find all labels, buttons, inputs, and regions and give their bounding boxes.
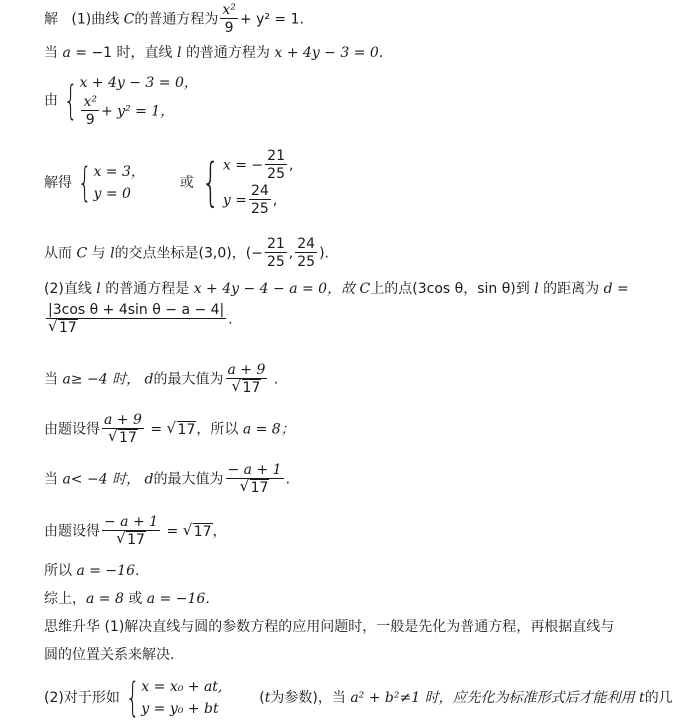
text: = [150, 421, 163, 438]
sqrt [167, 421, 197, 439]
text: 解得 [44, 175, 72, 191]
var-t: t [264, 690, 271, 706]
denominator [102, 428, 144, 447]
text: 上的点(3cos θ，sin θ)到 [370, 281, 530, 297]
text: 的最大值为 [153, 471, 224, 488]
numerator: 21 [267, 148, 285, 164]
var-l: l [110, 245, 115, 262]
radicand: 17 [242, 380, 261, 396]
var-l: l [177, 45, 182, 61]
numerator: 21 [266, 236, 285, 252]
fraction [46, 302, 226, 337]
brace: { [125, 675, 140, 721]
text: 的普通方程为 [185, 45, 270, 61]
fraction [226, 362, 268, 397]
radicand: 17 [119, 430, 137, 446]
text: x = − [222, 157, 264, 174]
eq-row: x + 4y − 3 = 0， [79, 75, 198, 91]
line-6b [44, 302, 233, 337]
condition: a< −4 时， [62, 471, 141, 488]
text: , [288, 157, 294, 174]
text: 当 [44, 371, 58, 388]
eq-row [79, 94, 197, 129]
denominator: 25 [250, 201, 269, 217]
var-c: C [76, 245, 88, 262]
text: y = [222, 192, 247, 209]
system [141, 676, 222, 720]
var-d: d [144, 471, 154, 488]
system [223, 148, 294, 218]
numerator: x² [83, 94, 97, 110]
var-d: d [144, 371, 154, 388]
denominator: 25 [266, 254, 285, 270]
text: 的最大值为 [153, 371, 224, 388]
radicand: 17 [177, 421, 196, 438]
eq-row [223, 148, 294, 183]
numerator: − a + 1 [227, 462, 282, 478]
eq-row: x = x₀ + at, [141, 679, 223, 695]
equation: x + 4y − 4 − a = 0，故 [193, 281, 356, 297]
system [79, 72, 197, 129]
text: 的几 [644, 690, 673, 706]
sqrt [232, 379, 262, 397]
line-10 [44, 514, 227, 549]
denominator [226, 378, 268, 397]
summary-text: 思维升华 (1)解决直线与圆的参数方程的应用问题时，一般是先化为普通方程，再根据直线与 [44, 619, 615, 635]
text: . [273, 371, 279, 388]
text: 或 [128, 591, 143, 607]
fraction [220, 2, 238, 37]
var-t: t [639, 690, 645, 706]
fraction [265, 148, 287, 183]
fraction [81, 94, 99, 129]
numerator: a + 9 [227, 362, 266, 378]
text: 综上， [44, 591, 86, 607]
numerator: − a + 1 [104, 514, 159, 530]
text: 当 [44, 471, 58, 488]
denominator: 9 [220, 18, 238, 37]
fraction [295, 236, 317, 271]
text: + y² = 1. [239, 11, 304, 28]
text: 由题设得 [44, 523, 100, 540]
text: 从而 [44, 245, 72, 262]
brace: { [77, 160, 92, 206]
text: ，所以 [196, 421, 239, 438]
numerator: 24 [250, 183, 269, 199]
text: 所以 [44, 563, 72, 579]
text: 为参数)，当 [270, 690, 346, 706]
text: ). [319, 245, 329, 262]
fraction [249, 183, 271, 218]
text: 的交点坐标是(3,0)，(− [114, 245, 263, 262]
text: a² + b²≠1 时，应先化为标准形式后才能利用 [350, 690, 635, 706]
line-5 [44, 236, 329, 271]
equation: x + 4y − 3 = 0. [274, 45, 384, 61]
line-7 [44, 362, 278, 397]
line-14 [44, 646, 174, 664]
text: (2)对于形如 [44, 690, 120, 706]
radicand: 17 [59, 320, 77, 336]
numerator: x² [222, 2, 236, 18]
var-c: C [359, 281, 371, 297]
result: a = 8； [242, 421, 295, 438]
line-11 [44, 562, 139, 580]
text: 的距离为 [543, 281, 600, 297]
result: a = −16. [146, 591, 210, 607]
line-15 [44, 676, 673, 720]
numerator: |3cos θ + 4sin θ − a − 4| [48, 302, 225, 318]
numerator: a + 9 [104, 412, 142, 428]
var-l: l [534, 281, 539, 297]
text: 的普通方程是 [105, 281, 190, 297]
system [93, 161, 144, 205]
fraction [102, 412, 144, 447]
sqrt [183, 523, 213, 541]
text: = [166, 523, 179, 540]
text: ( [259, 690, 265, 706]
sqrt [48, 319, 78, 337]
denominator [102, 530, 160, 549]
text: 由 [44, 92, 58, 109]
line-3 [44, 72, 198, 129]
radicand: 17 [250, 480, 269, 496]
line-1 [44, 2, 304, 37]
result: a = −16. [76, 563, 140, 579]
text: 与 [91, 245, 106, 262]
var-l: l [96, 281, 101, 297]
fraction [102, 514, 160, 549]
var-a: a [62, 45, 71, 61]
line-8 [44, 412, 295, 447]
text: . [228, 311, 233, 328]
denominator [226, 478, 284, 497]
brace: { [201, 153, 220, 213]
summary-text: 圆的位置关系来解决. [44, 647, 175, 663]
brace: { [63, 77, 78, 124]
sqrt [240, 479, 270, 497]
result: a = 8 [86, 591, 124, 607]
text: 或 [179, 175, 194, 191]
text: , [272, 192, 278, 209]
eq-row [223, 183, 294, 218]
sqrt [108, 429, 138, 447]
line-12 [44, 590, 210, 608]
text: . [285, 471, 291, 488]
condition: a≥ −4 时， [62, 371, 141, 388]
text: (2)直线 [44, 281, 92, 297]
text: , [288, 245, 294, 262]
text: 的普通方程为 [134, 11, 219, 28]
text: = −1 时，直线 [75, 45, 173, 61]
line-13 [44, 618, 614, 636]
line-9 [44, 462, 290, 497]
text: 当 [44, 45, 58, 61]
line-4 [44, 148, 293, 218]
solution-label: 解 [44, 11, 58, 28]
fraction [226, 462, 284, 497]
text: ， [212, 523, 227, 540]
line-6 [44, 280, 629, 298]
sqrt [116, 531, 146, 549]
denominator: 25 [297, 254, 316, 270]
radicand: 17 [127, 532, 145, 548]
text: + y² = 1， [100, 103, 175, 120]
eq-row: y = y₀ + bt [141, 701, 219, 717]
var-d: d = [603, 281, 629, 297]
denominator [46, 318, 226, 337]
numerator: 24 [297, 236, 316, 252]
radicand: 17 [193, 523, 212, 540]
text: 由题设得 [44, 421, 100, 438]
denominator: 25 [267, 166, 285, 182]
var-c: C [123, 11, 135, 28]
eq-row: y = 0 [93, 186, 131, 202]
denominator: 9 [81, 110, 99, 129]
text: (1)曲线 [71, 11, 120, 28]
eq-row: x = 3， [93, 164, 145, 180]
fraction [265, 236, 287, 271]
line-2 [44, 44, 383, 62]
